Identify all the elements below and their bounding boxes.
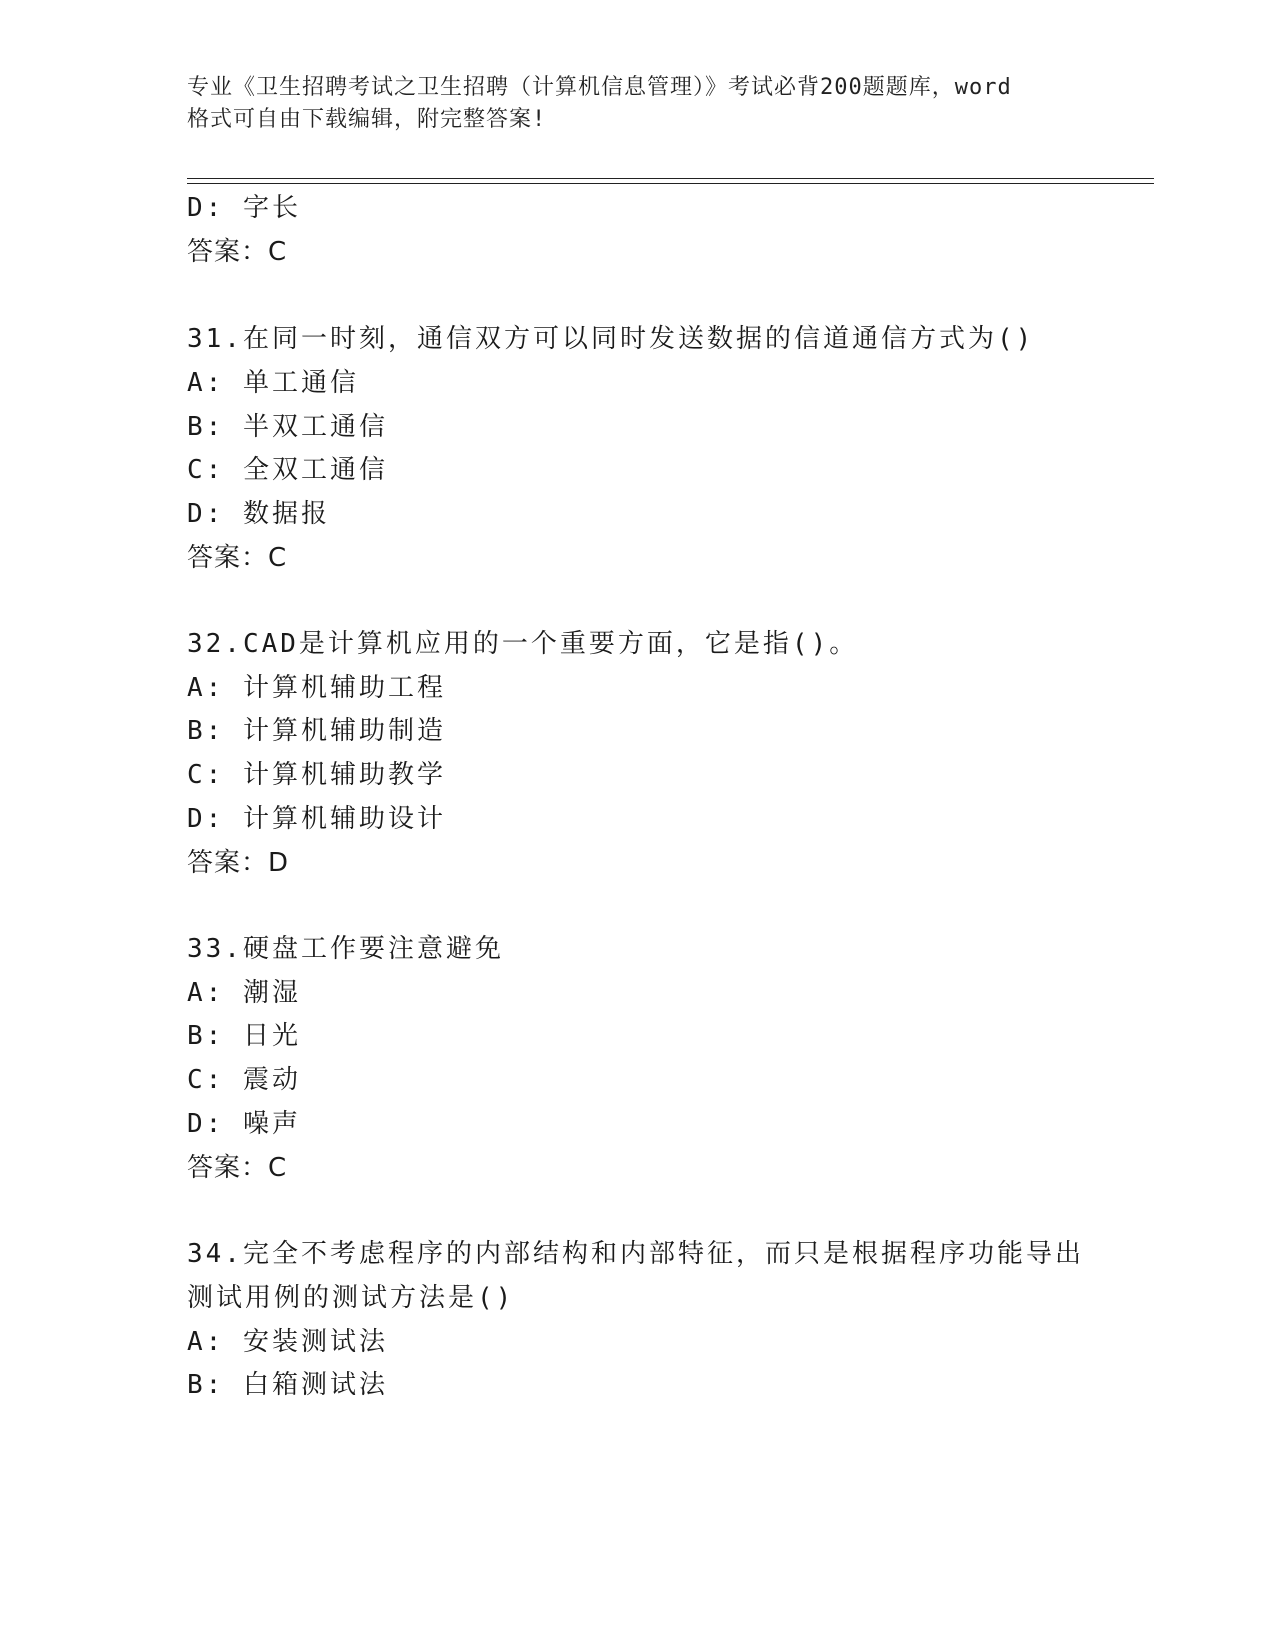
q33-option-b: B: 日光	[187, 1021, 301, 1051]
q33-option-c: C: 震动	[187, 1065, 301, 1095]
q33-stem: 33.硬盘工作要注意避免	[187, 934, 504, 964]
q32-option-d: D: 计算机辅助设计	[187, 804, 446, 834]
q32-stem: 32.CAD是计算机应用的一个重要方面，它是指()。	[187, 629, 859, 659]
q32-option-c: C: 计算机辅助教学	[187, 760, 446, 790]
header-divider-bottom	[187, 183, 1154, 184]
q32-option-a: A: 计算机辅助工程	[187, 673, 446, 703]
q31-option-a: A: 单工通信	[187, 368, 359, 398]
q33-option-d: D: 噪声	[187, 1109, 301, 1139]
q31-answer: 答案：C	[187, 543, 288, 573]
document-header	[187, 72, 1087, 136]
q32-option-b: B: 计算机辅助制造	[187, 716, 446, 746]
header-divider-top	[187, 178, 1154, 179]
header-line-1: 专业《卫生招聘考试之卫生招聘（计算机信息管理）》考试必背200题题库，word	[187, 75, 1012, 100]
q33-option-a: A: 潮湿	[187, 978, 301, 1008]
header-line-2: 格式可自由下载编辑，附完整答案!	[187, 107, 547, 132]
prev-answer: 答案：C	[187, 237, 288, 267]
q31-option-d: D: 数据报	[187, 499, 330, 529]
prev-option-d: D: 字长	[187, 193, 301, 223]
q34-option-a: A: 安装测试法	[187, 1327, 388, 1357]
q32-answer: 答案：D	[187, 848, 290, 878]
q34-stem-line-1: 34.完全不考虑程序的内部结构和内部特征，而只是根据程序功能导出	[187, 1239, 1084, 1269]
q34-option-b: B: 白箱测试法	[187, 1370, 388, 1400]
q31-option-c: C: 全双工通信	[187, 455, 388, 485]
q31-option-b: B: 半双工通信	[187, 412, 388, 442]
q34-stem-line-2: 测试用例的测试方法是()	[187, 1283, 515, 1313]
q31-stem: 31.在同一时刻，通信双方可以同时发送数据的信道通信方式为()	[187, 324, 1035, 354]
q33-answer: 答案：C	[187, 1153, 288, 1183]
